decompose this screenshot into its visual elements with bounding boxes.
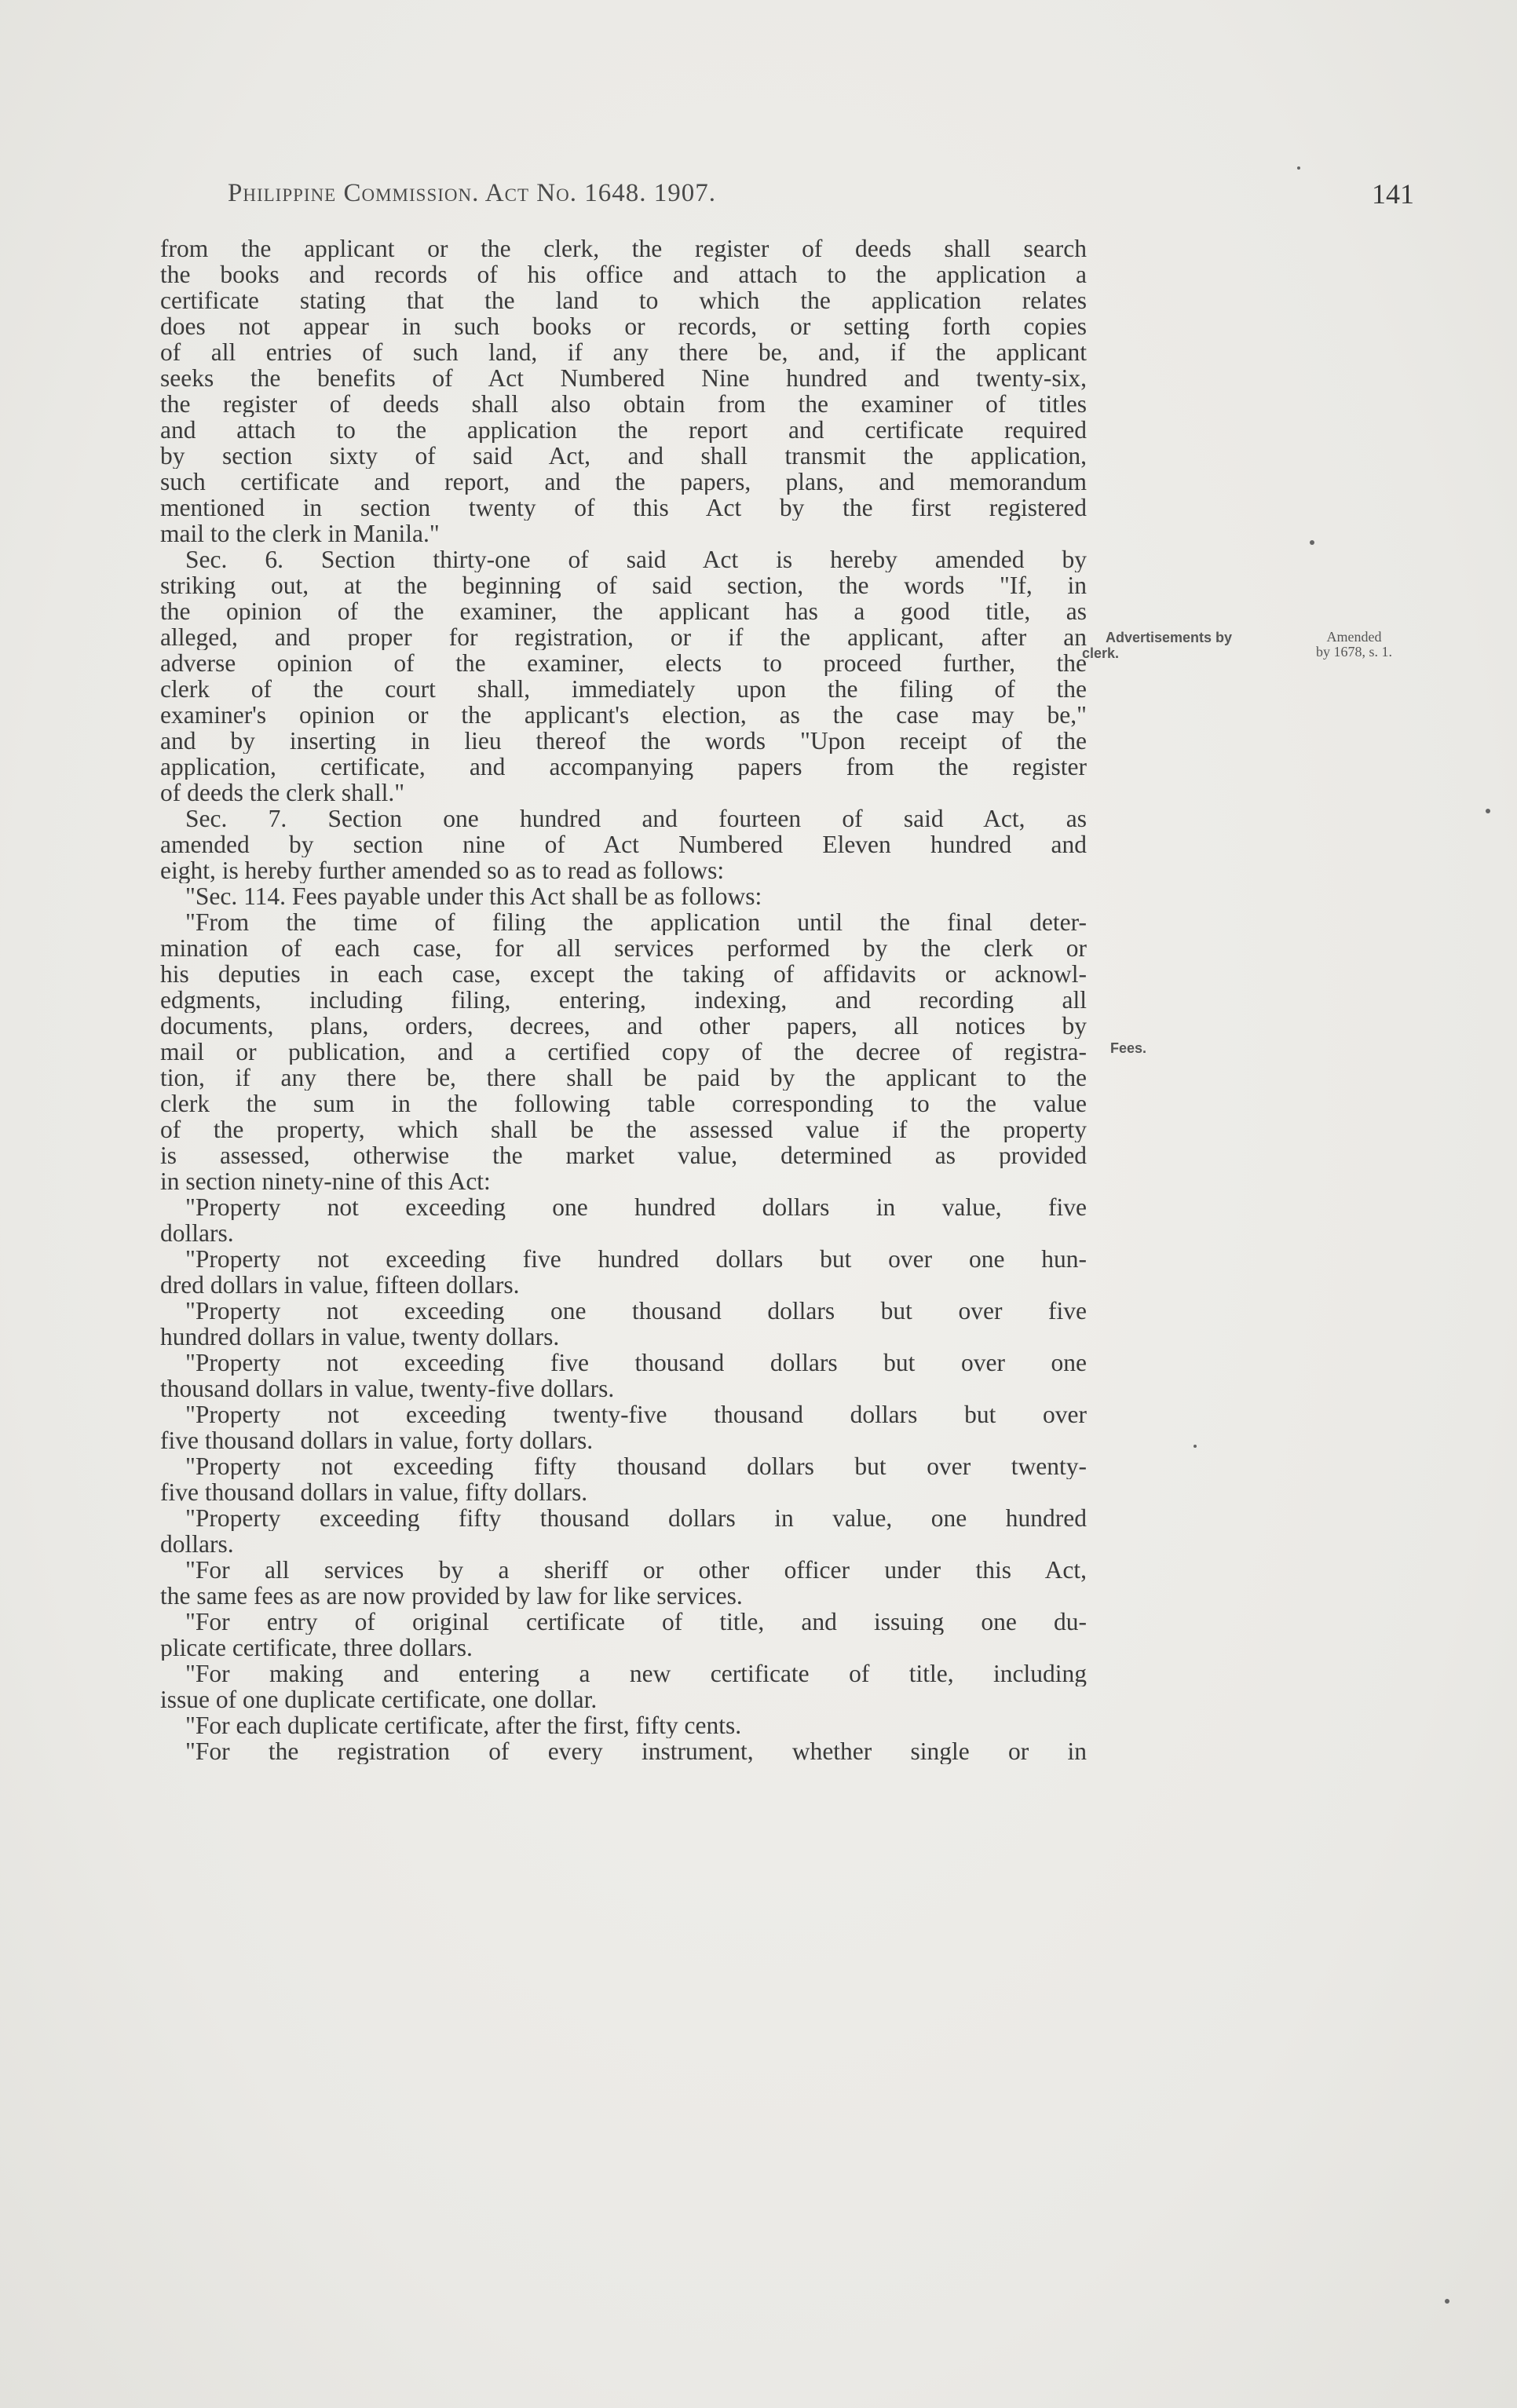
text-line: five thousand dollars in value, fifty dollars. (160, 1479, 588, 1505)
text-line: alleged, and proper for registration, or if the applicant, after an (160, 624, 1087, 650)
body-text (160, 236, 1087, 1764)
fee-item: "Property not exceeding five thousand dollars but over one (185, 1350, 1087, 1376)
text-line: "From the time of filing the application until the final deter- (185, 909, 1087, 935)
text-line: dollars. (160, 1531, 234, 1557)
text-line: dred dollars in value, fifteen dollars. (160, 1272, 520, 1298)
fee-item: "Property not exceeding one thousand dollars but over five (185, 1298, 1087, 1324)
text-line: and by inserting in lieu thereof the words "Upon receipt of the (160, 728, 1087, 754)
text-line: mail to the clerk in Manila." (160, 521, 440, 546)
section-6-start: Sec. 6. Section thirty-one of said Act is hereby amended by (185, 546, 1087, 572)
text-line: plicate certificate, three dollars. (160, 1635, 473, 1661)
text-line: and attach to the application the report and certificate required (160, 417, 1087, 443)
fee-item: "Property not exceeding one hundred dollars in value, five (185, 1194, 1087, 1220)
paper-speck (1445, 2299, 1449, 2304)
text-line: edgments, including filing, entering, indexing, and recording all (160, 987, 1087, 1013)
text-line: in section ninety-nine of this Act: (160, 1168, 491, 1194)
paper-speck (1310, 540, 1314, 545)
paper-speck (1297, 166, 1300, 170)
text-line: by section sixty of said Act, and shall transmit the application, (160, 443, 1087, 469)
text-line: issue of one duplicate certificate, one dollar. (160, 1686, 598, 1712)
text-line: adverse opinion of the examiner, elects to proceed further, the (160, 650, 1087, 676)
paper-speck (1193, 1445, 1197, 1448)
text-line: clerk of the court shall, immediately upon the filing of the (160, 676, 1087, 702)
text-line: eight, is hereby further amended so as to read as follows: (160, 857, 725, 883)
section-114-start: "Sec. 114. Fees payable under this Act shall be as follows: (185, 883, 762, 909)
text-line: application, certificate, and accompanying papers from the register (160, 754, 1087, 780)
text-line: hundred dollars in value, twenty dollars. (160, 1324, 560, 1350)
text-line: the register of deeds shall also obtain from the examiner of titles (160, 391, 1087, 417)
text-line: is assessed, otherwise the market value, determined as provided (160, 1142, 1087, 1168)
text-line: from the applicant or the clerk, the register of deeds shall search (160, 236, 1087, 261)
fee-item: "For the registration of every instrument, whether single or in (185, 1738, 1087, 1764)
text-line: does not appear in such books or records, or setting forth copies (160, 313, 1087, 339)
text-line: such certificate and report, and the papers, plans, and memorandum (160, 469, 1087, 495)
text-line: documents, plans, orders, decrees, and other papers, all notices by (160, 1013, 1087, 1039)
text-line: certificate stating that the land to which the application relates (160, 287, 1087, 313)
text-line: mination of each case, for all services performed by the clerk or (160, 935, 1087, 961)
text-line: clerk the sum in the following table corresponding to the value (160, 1091, 1087, 1116)
margin-note-clerk: clerk. (1082, 645, 1120, 661)
section-7-start: Sec. 7. Section one hundred and fourteen of said Act, as (185, 806, 1087, 831)
fee-item: "Property exceeding fifty thousand dollars in value, one hundred (185, 1505, 1087, 1531)
text-line: his deputies in each case, except the taking of affidavits or acknowl- (160, 961, 1087, 987)
text-line: the opinion of the examiner, the applicant has a good title, as (160, 598, 1087, 624)
fee-item: "Property not exceeding twenty-five thousand dollars but over (185, 1401, 1087, 1427)
text-line: of deeds the clerk shall." (160, 780, 405, 806)
running-head: Philippine Commission. Act No. 1648. 1907. (228, 179, 716, 207)
fee-item: "Property not exceeding fifty thousand dollars but over twenty- (185, 1453, 1087, 1479)
amended-reference: by 1678, s. 1. (1316, 644, 1393, 660)
text-line: examiner's opinion or the applicant's election, as the case may be," (160, 702, 1087, 728)
text-line: seeks the benefits of Act Numbered Nine hundred and twenty-six, (160, 365, 1087, 391)
amended-label: Amended (1326, 629, 1382, 645)
text-line: mentioned in section twenty of this Act by the first registered (160, 495, 1087, 521)
margin-note-amended (1316, 630, 1392, 660)
text-line: of the property, which shall be the assessed value if the property (160, 1116, 1087, 1142)
text-line: the books and records of his office and attach to the application a (160, 261, 1087, 287)
text-line: mail or publication, and a certified copy of the decree of registra- (160, 1039, 1087, 1065)
text-line: the same fees as are now provided by law for like services. (160, 1583, 743, 1609)
margin-note-advertisements: Advertisements by (1106, 630, 1233, 645)
text-line: dollars. (160, 1220, 234, 1246)
fee-item: "Property not exceeding five hundred dollars but over one hun- (185, 1246, 1087, 1272)
margin-note-fees: Fees. (1110, 1040, 1147, 1056)
text-line: of all entries of such land, if any there be, and, if the applicant (160, 339, 1087, 365)
fee-item: "For entry of original certificate of title, and issuing one du- (185, 1609, 1087, 1635)
text-line: tion, if any there be, there shall be paid by the applicant to the (160, 1065, 1087, 1091)
fee-item: "For making and entering a new certificate of title, including (185, 1661, 1087, 1686)
paper-speck (1486, 809, 1490, 813)
text-line: thousand dollars in value, twenty-five dollars. (160, 1376, 615, 1401)
text-line: amended by section nine of Act Numbered Eleven hundred and (160, 831, 1087, 857)
text-line: striking out, at the beginning of said section, the words "If, in (160, 572, 1087, 598)
fee-item: "For all services by a sheriff or other officer under this Act, (185, 1557, 1087, 1583)
page-number: 141 (1372, 178, 1414, 210)
text-line: five thousand dollars in value, forty dollars. (160, 1427, 594, 1453)
fee-item: "For each duplicate certificate, after the first, fifty cents. (185, 1712, 742, 1738)
